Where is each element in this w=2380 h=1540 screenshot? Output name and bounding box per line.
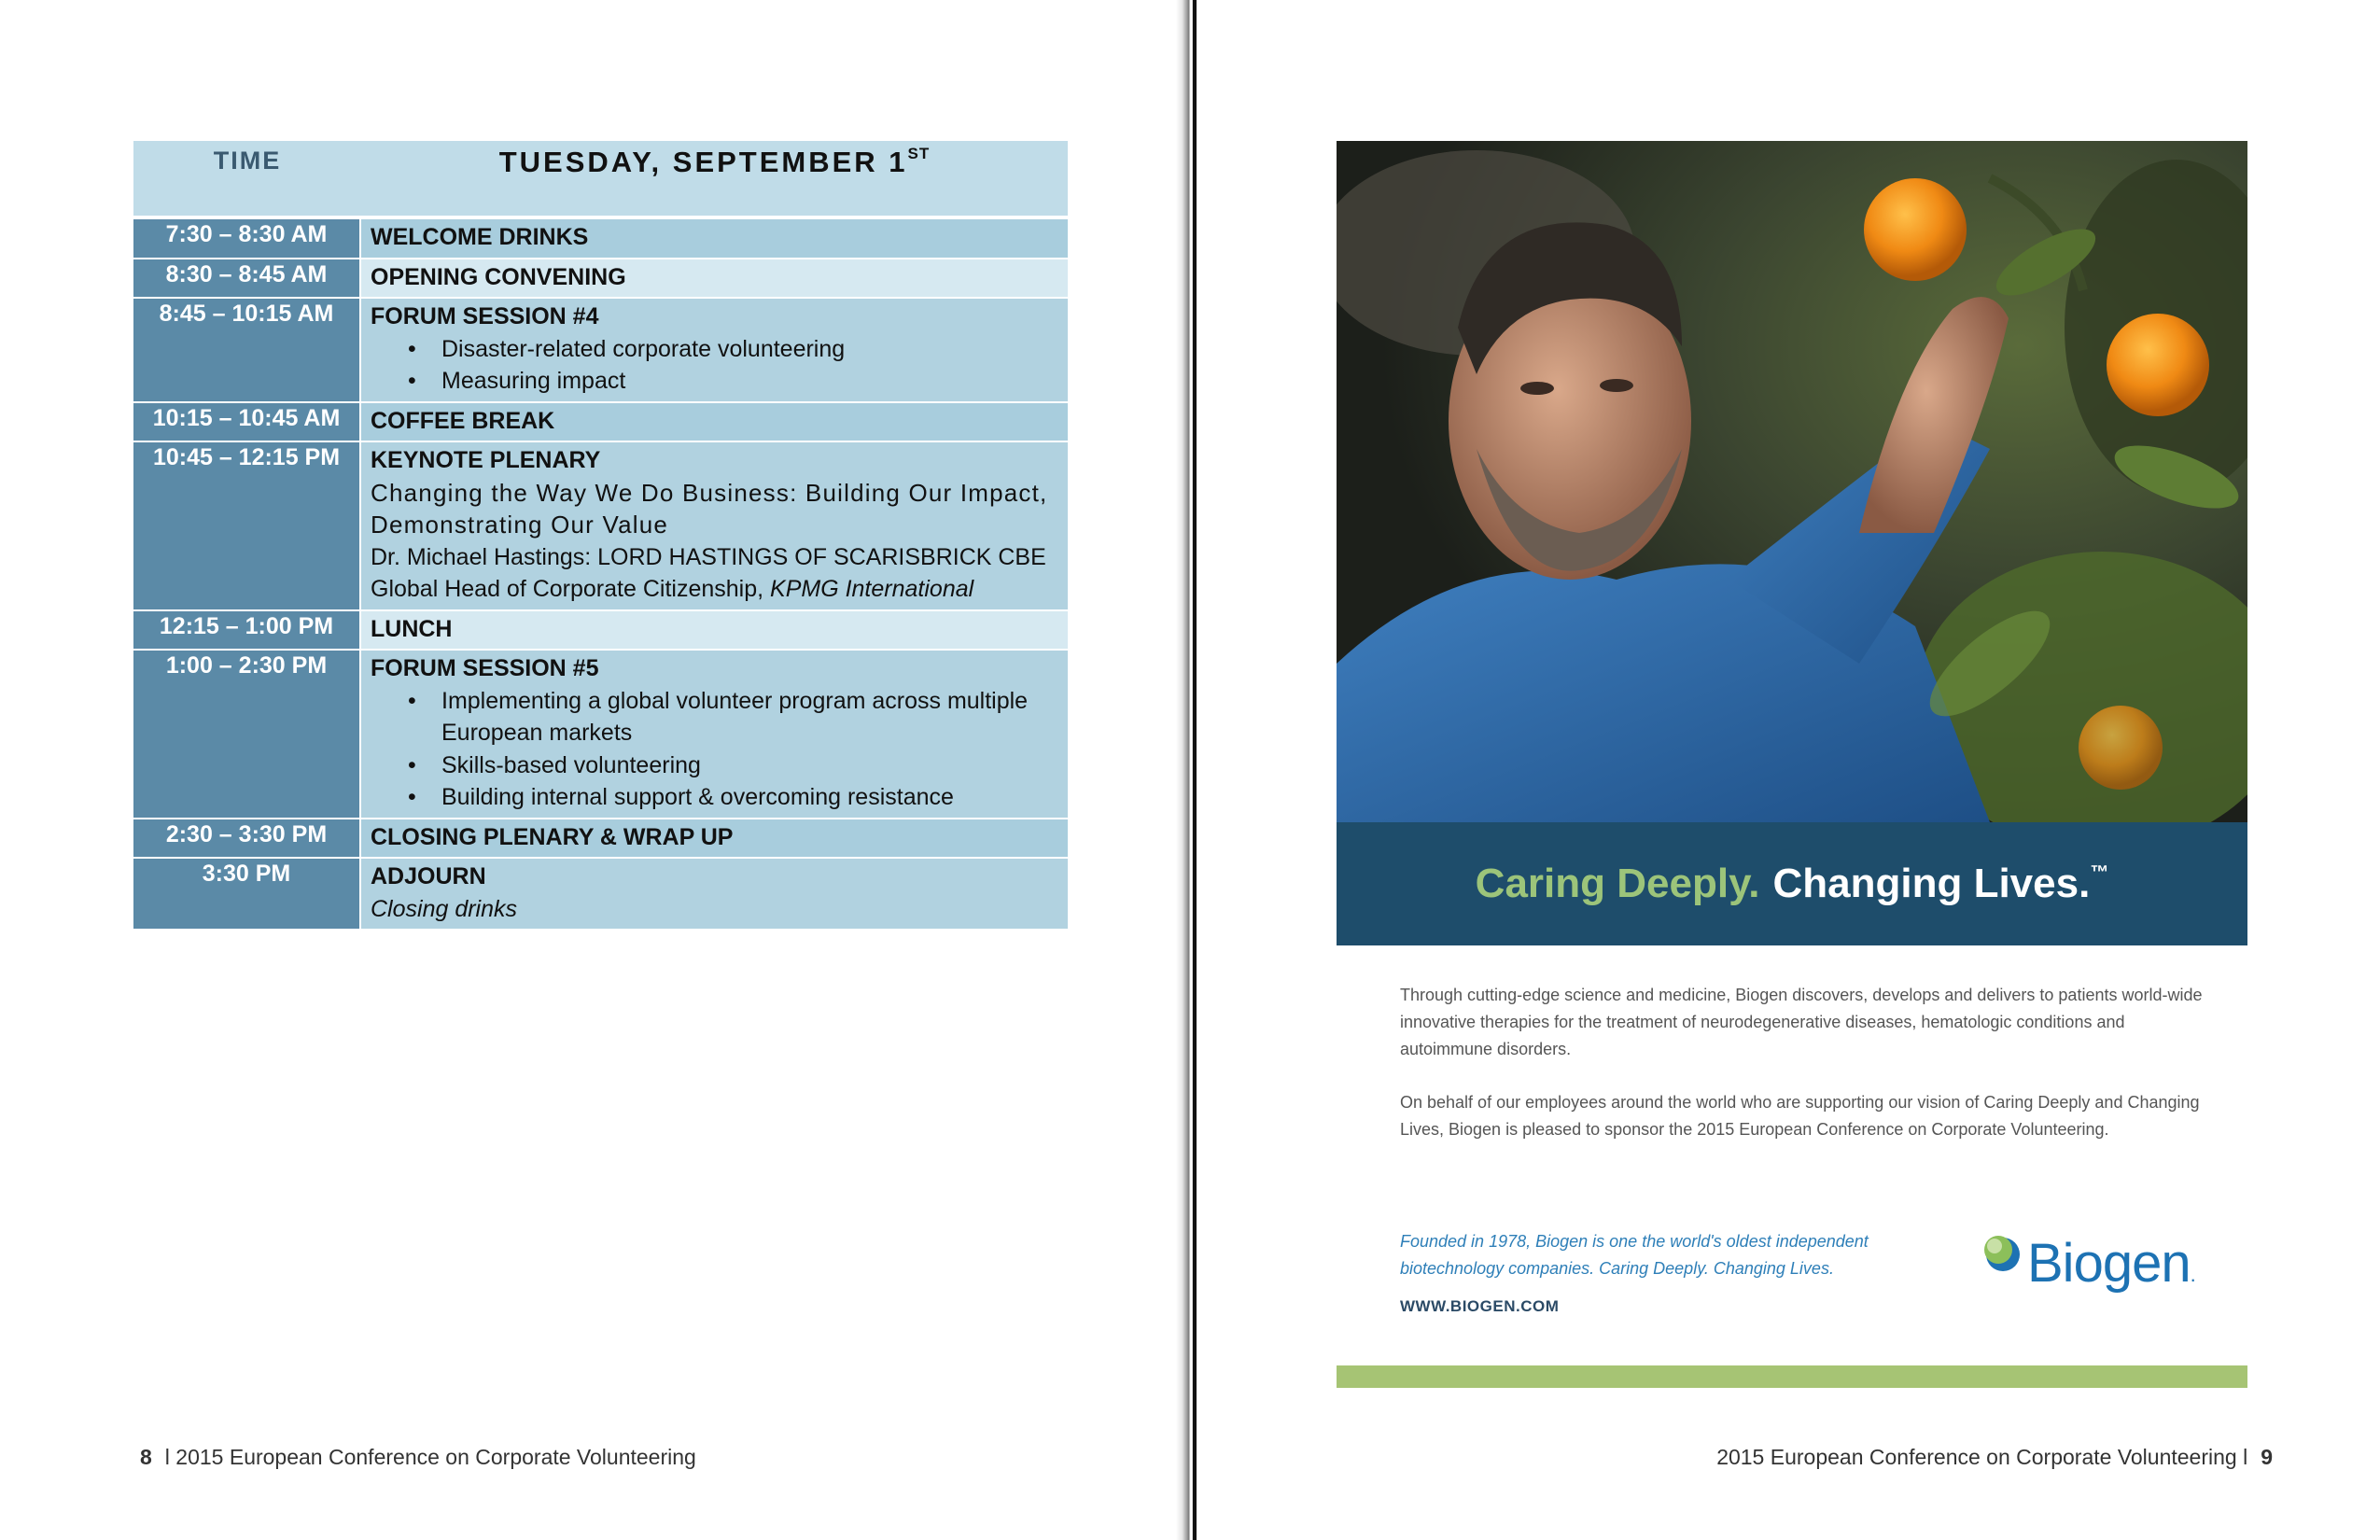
list-item: • Skills-based volunteering — [408, 749, 1068, 782]
table-row — [133, 819, 1068, 860]
list-item: • Measuring impact — [408, 365, 1068, 398]
topic-list — [371, 333, 1068, 398]
keynote-topic: Changing the Way We Do Business: Building Our Impact, Demonstrating Our Value — [371, 478, 1048, 539]
list-item: • Implementing a global volunteer program across multiple European markets — [408, 685, 1068, 749]
row-title: COFFEE BREAK — [371, 407, 555, 434]
page-number: 8 — [140, 1445, 152, 1469]
row-title: FORUM SESSION #5 — [371, 655, 599, 681]
table-row — [133, 442, 1068, 611]
page-footer — [1716, 1445, 2273, 1470]
row-time: 12:15 – 1:00 PM — [133, 611, 361, 650]
list-item: • Building internal support & overcoming resistance — [408, 781, 1068, 814]
founded-note: Founded in 1978, Biogen is one the world's oldest independent biotechnology companies. Caring Deeply. Changing Lives. — [1400, 1232, 1869, 1278]
speaker-org: KPMG International — [770, 576, 974, 602]
tagline-banner — [1337, 822, 2247, 945]
ad-body-text — [1400, 982, 2203, 1169]
row-time: 1:00 – 2:30 PM — [133, 651, 361, 818]
row-time: 2:30 – 3:30 PM — [133, 819, 361, 858]
footer-text: l 2015 European Conference on Corporate Volunteering — [164, 1445, 696, 1469]
row-title: OPENING CONVENING — [371, 263, 626, 290]
farmer-photo-illustration — [1337, 141, 2247, 822]
row-title: LUNCH — [371, 615, 453, 642]
day-header: TUESDAY, SEPTEMBER 1ST — [498, 145, 931, 178]
biogen-logo — [1982, 1230, 2206, 1305]
table-row — [133, 219, 1068, 259]
page-footer — [140, 1445, 696, 1470]
table-row — [133, 259, 1068, 300]
logo-wordmark: Biogen. — [2027, 1233, 2195, 1294]
left-page — [0, 0, 1176, 1540]
accent-bar — [1337, 1365, 2247, 1388]
row-title: KEYNOTE PLENARY — [371, 447, 601, 473]
ad-paragraph: Through cutting-edge science and medicine, Biogen discovers, develops and delivers to patients world-wide innovative therapies for the treatment of neurodegenerative diseases, hematologic conditions and autoimmune disorders. — [1400, 986, 2203, 1058]
list-item: • Disaster-related corporate volunteering — [408, 333, 1068, 366]
table-row — [133, 651, 1068, 819]
schedule-table — [133, 141, 1068, 931]
row-title: ADJOURN — [371, 863, 486, 889]
row-time: 7:30 – 8:30 AM — [133, 219, 361, 258]
speaker-role: Global Head of Corporate Citizenship, KPMG International — [371, 576, 974, 602]
row-time: 3:30 PM — [133, 859, 361, 929]
schedule-header — [133, 141, 1068, 219]
table-row — [133, 299, 1068, 403]
tagline-part-2: Changing Lives.™ — [1772, 861, 2109, 906]
table-row — [133, 403, 1068, 443]
ad-paragraph: On behalf of our employees around the world who are supporting our vision of Caring Deeply and Changing Lives, Biogen is pleased to sponsor the 2015 European Conference on Corporate Volunteering. — [1400, 1093, 2200, 1139]
row-note: Closing drinks — [371, 895, 518, 922]
page-number: 9 — [2261, 1445, 2273, 1469]
table-row — [133, 611, 1068, 651]
ad-photo — [1337, 141, 2247, 822]
row-title: CLOSING PLENARY & WRAP UP — [371, 823, 734, 850]
tagline-part-1: Caring Deeply. — [1475, 861, 1760, 906]
website-link[interactable]: WWW.BIOGEN.COM — [1400, 1297, 1560, 1315]
row-time: 10:45 – 12:15 PM — [133, 442, 361, 609]
logo-mark-icon — [1982, 1234, 2031, 1282]
footer-text: 2015 European Conference on Corporate Volunteering l — [1716, 1445, 2248, 1469]
row-title: WELCOME DRINKS — [371, 224, 589, 250]
topic-list — [371, 685, 1068, 814]
row-time: 8:30 – 8:45 AM — [133, 259, 361, 298]
table-row — [133, 859, 1068, 931]
keynote-speaker: Dr. Michael Hastings: LORD HASTINGS OF SCARISBRICK CBE — [371, 543, 1046, 570]
row-title: FORUM SESSION #4 — [371, 303, 599, 329]
book-spine — [1176, 0, 1197, 1540]
row-time: 8:45 – 10:15 AM — [133, 299, 361, 401]
row-time: 10:15 – 10:45 AM — [133, 403, 361, 441]
time-column-header: TIME — [213, 147, 282, 175]
